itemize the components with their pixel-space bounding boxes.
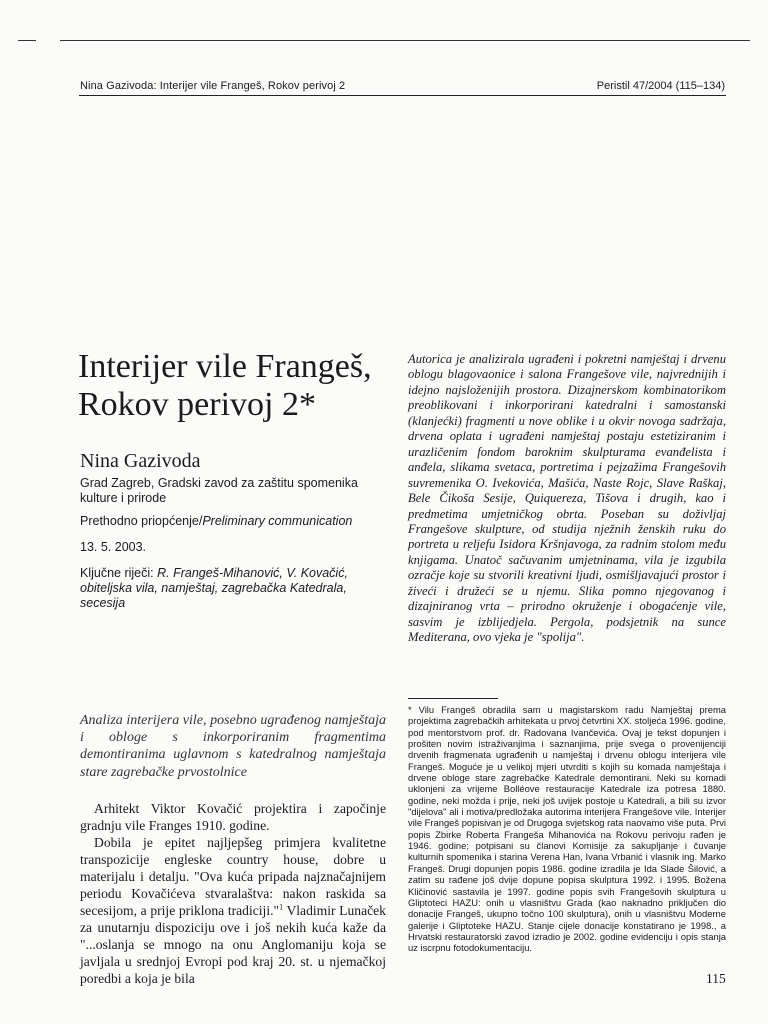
article-title [78, 348, 398, 424]
top-rule-left [18, 40, 36, 41]
abstract-summary: Analiza interijera vile, posebno ugrađenog namještaja i obloge s inkorporiranim fragmentima demontiranima uglavnom s katedralnog namještaja stare zagrebačke prvostolnice [80, 713, 386, 780]
author-name: Nina Gazivoda [80, 450, 201, 472]
footnote-text: Vilu Frangeš obradila sam u magistarskom radu Namještaj prema projektima zagrebačkih arhitekata u prvoj četvrtini XX. stoljeća 1996. godine, pod mentorstvom prof. dr. Radovana Ivančevića. Ovaj je tekst dopunjen i prošiten novim istraživanjima i saznanjima, prije svega o provenijenciji drvenih fragmenata ugrađenih u namještaj i drvenu oblogu interijera vile Frangeš. Moguće je u velikoj mjeri utvrditi s kojih su komada namještaja i drvene obloge stare zagrebačke Katedrale demontirani. Neki su komadi uklonjeni za vrijeme Bolléove restauracije Katedrale iza potresa 1880. godine, neki možda i prije, neki još uvijek postoje u Katedrali, a bili su izvor "dijelova" ali i motiva/predložaka autorima interijera Frangešove vile. Interijer vile Frangeš popisivan je od Drugoga svjetskog rata naovamo više puta. Prvi popis Zbirke Roberta Frangeša Mihanovića na Rokovu perivoju rađen je 1946. godine; potpisani su članovi Komisije za sakupljanje i čuvanje kulturnih spomenika i starina Verena Han, Ivana Vrbanić i vlasnik ing. Marko Frangeš. Drugi dopunjen popis 1986. godine izradila je Ida Slade Šilović, a zatim su rađene još dvije dopune popisa skulptura 1992. i 1995. Božena Kličinović sastavila je 1997. godine popis svih Frangešovih skulptura u Gliptoteci HAZU: onih u vlasništvu Grada (kao naknadno priključen dio donacije Frangeš, ukupno točno 100 skulptura), onih u vlasništvu Moderne galerije i Gliptoteke HAZU. Stanje cijele donacije konstatirano je 1998., a Hrvatski restauratorski zavod izradio je 2002. godine evidenciju i opis stanja uz iscrpnu fotodokumentaciju. [408, 704, 726, 954]
abstract-main: Autorica je analizirala ugrađeni i pokretni namještaj i drvenu oblogu blagovaonice i salona Frangešove vile, najvrednijih i idejno najsloženijih prostora. Dizajnerskom kombinatorikom preoblikovani i inkorporirani katedralni i samostanski (klanjećki) fragmenti u nove oblike i u okvir novoga sadržaja, drvena oplata i ugrađeni namještaj postaju estetiziranim i urazličenim fondom baroknim skulpturama evanđelista i anđela, slikama svetaca, portretima i pejzažima Frangešovih suvremenika O. Ivekovića, Mašića, Naste Rojc, Slave Raškaj, Bele Čikoša Sesije, Quiquereza, Tišova i drugih, kao i predmetima umjetničkog obrta. Poseban su doživljaj Frangešove skulpture, od studija nježnih ženskih ruku do portreta u reljefu Isidora Kršnjavoga, za radnim stolom među knjigama. Unatoč sačuvanim umjetninama, vila je izgubila ozračje koje su stvorili kreativni ljudi, osmišljavajući prostor i živeći i družeći se u njemu. Slika pomno njegovanog i dizajniranog vrta – prirodno okruženje i obogaćenje vile, sasvim je izblijedjela. Pergola, podsjetnik na sunce Mediterana, ovo vjeka je "spolija". [408, 352, 726, 645]
body-text [80, 800, 386, 987]
top-rule [60, 40, 750, 41]
running-title: Nina Gazivoda: Interijer vile Frangeš, Rokov perivoj 2 [80, 80, 346, 92]
body-paragraph-2-text: Dobila je epitet najljepšeg primjera kvalitetne transpozicije engleske country house, dobre u materijalu i detalju. "Ova kuća pripada najznačajnijem periodu Kovačićeva stvaralaštva: nakon raskida sa secesijom, a prije priklona tradiciji." [80, 835, 386, 918]
publication-type [80, 514, 352, 528]
body-paragraph-1: Arhitekt Viktor Kovačić projektira i započinje gradnju vile Franges 1910. godine. [80, 801, 386, 833]
body-paragraph-2 [80, 834, 386, 987]
footnote-mark: * [408, 704, 419, 715]
journal-citation: Peristil 47/2004 (115–134) [596, 80, 725, 92]
pub-type-en: Preliminary communication [202, 514, 353, 528]
affiliation: Grad Zagreb, Gradski zavod za zaštitu spomenika kulture i prirode [80, 476, 358, 505]
title-footnote-mark: * [298, 386, 316, 423]
received-date: 13. 5. 2003. [80, 540, 147, 554]
page-number: 115 [706, 971, 726, 986]
keywords-list: R. Frangeš-Mihanović, V. Kovačić, obiteljska vila, namještaj, zagrebačka Katedrala, secesija [80, 566, 348, 610]
footnote-ref-1[interactable]: 1 [279, 902, 284, 912]
footnote-rule [408, 698, 498, 699]
header-rule [79, 95, 726, 96]
body-paragraph-2-cont: Vladimir Lunaček za unutarnju dispoziciju ove i još nekih kuća kaže da "...oslanja se mnogo na onu Anglomaniju koja se javljala u srednjoj Evropi pod kraj 20. st. u njemačkoj poredbi a koja je bila [80, 903, 386, 986]
article-title-text: Interijer vile Frangeš, Rokov perivoj 2 [78, 348, 372, 423]
keywords [80, 566, 395, 611]
keywords-label: Ključne riječi: [80, 566, 158, 580]
pub-type-hr: Prethodno priopćenje/ [80, 514, 203, 528]
footnote [408, 704, 726, 954]
